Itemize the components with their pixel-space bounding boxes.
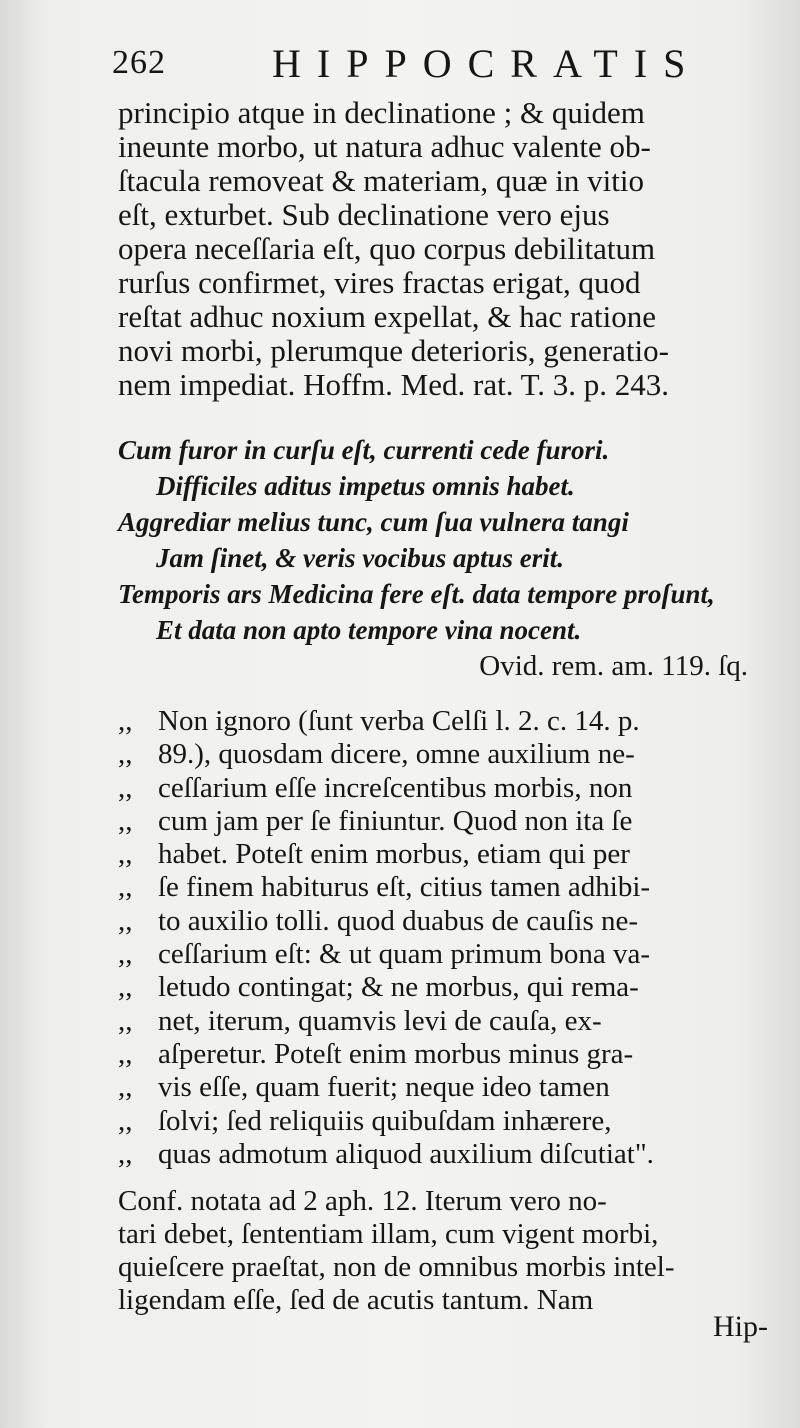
text-line: opera neceſſaria eſt, quo corpus debilitatum (118, 231, 656, 266)
text-line: principio atque in declinatione ; & quidem (118, 95, 645, 130)
text-line: nem impediat. Hoffm. Med. rat. T. 3. p. 243. (118, 367, 670, 402)
text-line: reſtat adhuc noxium expellat, & hac ratione (118, 299, 656, 334)
quote-text: quas admotum aliquod auxilium diſcutiat". (158, 1137, 654, 1170)
quote-mark: ,, (118, 738, 133, 771)
quote-text: 89.), quosdam dicere, omne auxilium ne- (158, 738, 635, 771)
quote-mark: ,, (118, 771, 133, 804)
quote-mark: ,, (118, 971, 133, 1004)
quote-line (118, 772, 778, 805)
quote-line (118, 1005, 778, 1038)
quote-text: vis eſſe, quam fuerit; neque ideo tamen (158, 1071, 610, 1104)
page-header (112, 40, 702, 90)
text-line: tari debet, ſententiam illam, cum vigent morbi, (118, 1218, 659, 1250)
page-number: 262 (112, 44, 166, 81)
quote-mark: ,, (118, 1071, 133, 1104)
quote-text: letudo contingat; & ne morbus, qui rema- (158, 971, 639, 1004)
text-line: ſtacula removeat & materiam, quæ in vitio (118, 163, 644, 198)
closing-paragraph (118, 1185, 778, 1317)
quote-line (118, 705, 778, 738)
text-line: Conf. notata ad 2 aph. 12. Iterum vero no- (118, 1185, 607, 1217)
verse-line: Aggrediar melius tunc, cum ſua vulnera tangi (118, 507, 629, 537)
text-line: quieſcere praeſtat, non de omnibus morbis intel- (118, 1251, 675, 1283)
quote-line (118, 1138, 778, 1171)
quote-mark: ,, (118, 804, 133, 837)
quote-text: ceſſarium eſt: & ut quam primum bona va- (158, 938, 651, 971)
quote-line (118, 871, 778, 904)
quote-mark: ,, (118, 705, 133, 737)
text-line: ineunte morbo, ut natura adhuc valente ob- (118, 129, 651, 164)
quote-mark: ,, (118, 938, 133, 971)
verse-block (118, 432, 778, 684)
quote-mark: ,, (118, 904, 133, 937)
verse-line: Cum furor in curſu eſt, currenti cede furori. (118, 435, 610, 465)
text-line: eſt, exturbet. Sub declinatione vero ejus (118, 197, 610, 232)
quote-line (118, 905, 778, 938)
quote-text: Non ignoro (ſunt verba Celſi l. 2. c. 14. p. (158, 705, 640, 737)
celsus-quotation (118, 705, 778, 1171)
quote-text: ceſſarium eſſe increſcentibus morbis, non (158, 771, 633, 804)
quote-text: habet. Poteſt enim morbus, etiam qui per (158, 838, 630, 871)
quote-mark: ,, (118, 1137, 133, 1170)
quote-mark: ,, (118, 1004, 133, 1037)
verse-source: Ovid. rem. am. 119. ſq. (479, 650, 748, 682)
text-line: ligendam eſſe, ſed de acutis tantum. Nam (118, 1284, 594, 1316)
quote-text: to auxilio tolli. quod duabus de cauſis ne- (158, 904, 639, 937)
quote-text: ſe finem habiturus eſt, citius tamen adhibi- (158, 871, 651, 904)
quote-mark: ,, (118, 871, 133, 904)
running-head: HIPPOCRATIS (272, 41, 702, 86)
quote-mark: ,, (118, 1037, 133, 1070)
quote-mark: ,, (118, 1104, 133, 1137)
quote-text: aſperetur. Poteſt enim morbus minus gra- (158, 1037, 634, 1070)
quote-line (118, 1105, 778, 1138)
quote-text: net, iterum, quamvis levi de cauſa, ex- (158, 1004, 602, 1037)
verse-line: Et data non apto tempore vina nocent. (156, 615, 582, 645)
quote-text: cum jam per ſe finiuntur. Quod non ita ſe (158, 804, 633, 837)
quote-line (118, 971, 778, 1004)
verse-line: Jam ſinet, & veris vocibus aptus erit. (156, 543, 564, 573)
quote-mark: ,, (118, 838, 133, 871)
catchword: Hip- (713, 1310, 768, 1343)
text-line: rurſus confirmet, vires fractas erigat, quod (118, 265, 641, 300)
paragraph-1 (118, 96, 768, 402)
quote-text: ſolvi; ſed reliquiis quibuſdam inhærere, (158, 1104, 612, 1137)
text-line: novi morbi, plerumque deterioris, generatio- (118, 333, 669, 368)
verse-line: Difficiles aditus impetus omnis habet. (156, 471, 575, 501)
quote-line (118, 838, 778, 871)
quote-line (118, 805, 778, 838)
verse-line: Temporis ars Medicina fere eſt. data tempore proſunt, (118, 579, 715, 609)
quote-line (118, 738, 778, 771)
quote-line (118, 1071, 778, 1104)
quote-line (118, 938, 778, 971)
quote-line (118, 1038, 778, 1071)
